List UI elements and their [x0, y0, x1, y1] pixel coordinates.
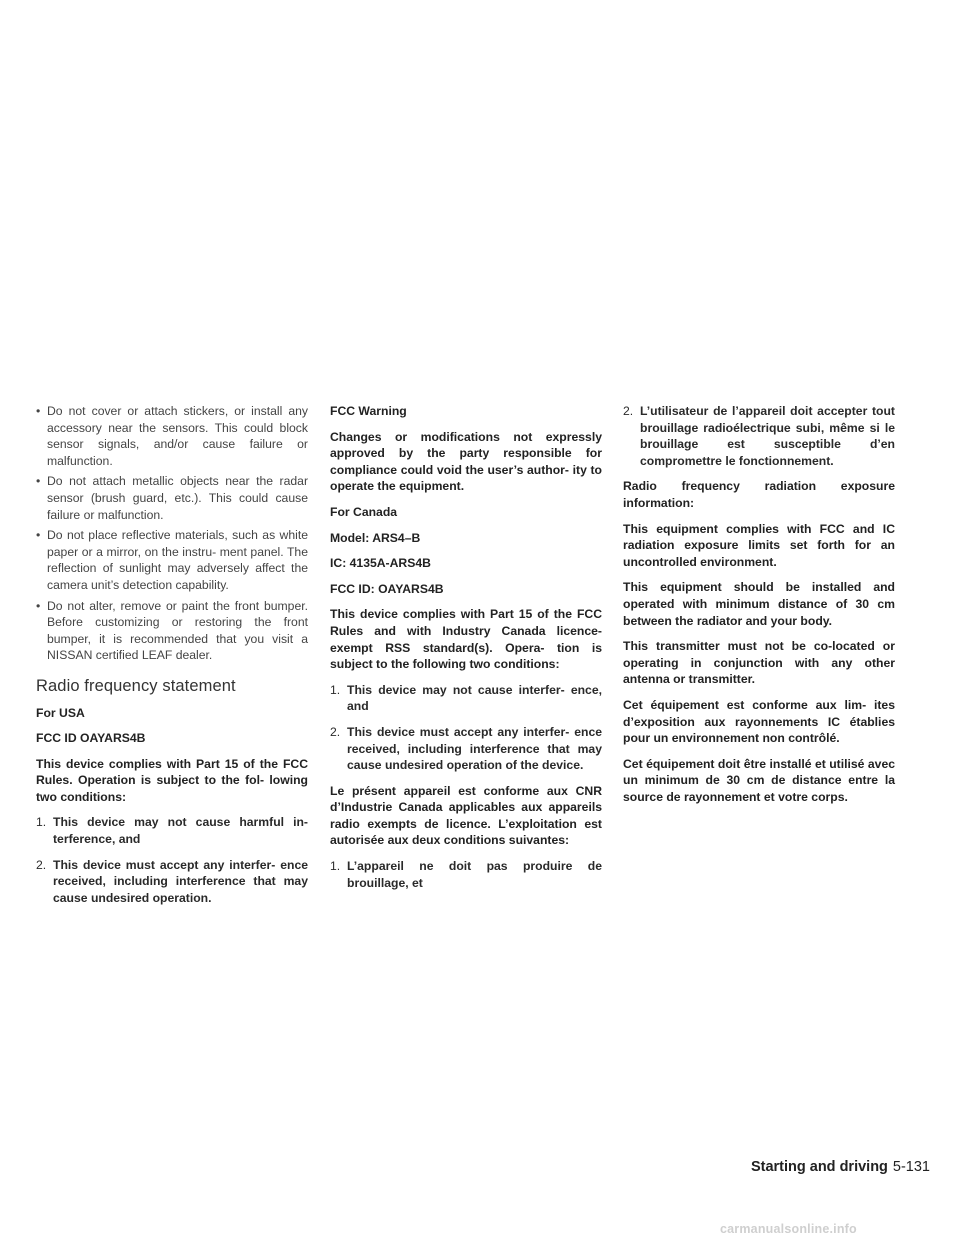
transmitter-colocation-text: This transmitter must not be co-located or operating in conjunction with any other antenna or transmitter. — [623, 639, 895, 687]
bullet-reflective-materials: • Do not place reflective materials, such as white paper or a mirror, on the instru- ment panel. The reflection of sunlight may adversely affect the camera unit’s detection capability. — [36, 527, 308, 593]
french-condition-2 — [623, 403, 895, 469]
column-right — [623, 403, 895, 814]
column-middle — [330, 403, 602, 900]
condition-number: 2. — [330, 724, 341, 739]
changes-warning-text: Changes or modifications not expressly approved by the party responsible for compliance could void the user’s author- ity to operate the equipment. — [330, 429, 602, 494]
condition-text: This device must accept any interfer- ence received, including interference that may cause undesired operation. — [53, 857, 308, 905]
french-installation-text: Cet équipement doit être installé et utilisé avec un minimum de 30 cm de distance entre la source de rayonnement et votre corps. — [623, 756, 895, 804]
for-canada-label: For Canada — [330, 504, 398, 519]
usa-compliance-text: This device complies with Part 15 of the FCC Rules. Operation is subject to the fol- lowing two conditions: — [36, 756, 308, 804]
condition-number: 1. — [330, 682, 341, 697]
rf-exposure-label: Radio frequency radiation exposure information: — [623, 479, 895, 510]
fcc-id-usa: FCC ID OAYARS4B — [36, 731, 146, 746]
section-heading: Radio frequency statement — [36, 676, 236, 695]
equipment-complies-text: This equipment complies with FCC and IC radiation exposure limits set forth for an uncontrolled environment. — [623, 521, 895, 569]
french-condition-1 — [330, 858, 602, 891]
condition-text: This device may not cause interfer- ence, and — [347, 682, 602, 714]
condition-number: 1. — [330, 859, 341, 874]
page-number: 5-131 — [892, 1159, 930, 1175]
bullet-front-bumper: • Do not alter, remove or paint the front bumper. Before customizing or restoring the front bumper, it is recommended that you visit a NISSAN certified LEAF dealer. — [36, 598, 308, 664]
canada-compliance-text: This device complies with Part 15 of the FCC Rules and with Industry Canada licence-exempt RSS standard(s). Opera- tion is subject to the following two conditions: — [330, 607, 602, 672]
french-intro-text: Le présent appareil est conforme aux CNR d’Industrie Canada applicables aux appareils radio exempts de licence. L’exploitation est autorisée aux deux conditions suivantes: — [330, 783, 602, 848]
condition-text: This device may not cause harmful in- terference, and — [53, 815, 308, 847]
condition-text: L’appareil ne doit pas produire de brouillage, et — [347, 859, 602, 890]
french-limits-text: Cet équipement est conforme aux lim- ites d’exposition aux rayonnements IC établies pour un environnement non contrôlé. — [623, 697, 895, 746]
model-label: Model: ARS4–B — [330, 530, 421, 545]
condition-number: 2. — [36, 857, 47, 872]
condition-number: 2. — [623, 404, 634, 418]
page-footer — [660, 1159, 930, 1175]
usa-condition-1 — [36, 814, 308, 847]
watermark: carmanualsonline.info — [720, 1222, 857, 1236]
bullet-sensor-stickers: • Do not cover or attach stickers, or install any accessory near the sensors. This could block sensor signals, and/or cause failure or malfunction. — [36, 403, 308, 469]
installation-distance-text: This equipment should be installed and operated with minimum distance of 30 cm between the radiator and your body. — [623, 580, 895, 628]
for-usa-label: For USA — [36, 705, 85, 720]
footer-section-title: Starting and driving — [750, 1159, 888, 1175]
fcc-id-canada: FCC ID: OAYARS4B — [330, 581, 444, 596]
condition-number: 1. — [36, 815, 47, 830]
canada-condition-1 — [330, 682, 602, 715]
usa-condition-2 — [36, 857, 308, 907]
fcc-warning-label: FCC Warning — [330, 404, 407, 418]
ic-label: IC: 4135A-ARS4B — [330, 556, 431, 571]
bullet-metallic-objects: • Do not attach metallic objects near the radar sensor (brush guard, etc.). This could cause failure or malfunction. — [36, 473, 308, 523]
column-left — [36, 403, 308, 915]
condition-text: This device must accept any interfer- ence received, including interference that may cause undesired operation of the device. — [347, 724, 602, 773]
canada-condition-2 — [330, 724, 602, 774]
condition-text: L’utilisateur de l’appareil doit accepter tout brouillage radioélectrique subi, même si le brouillage est susceptible d’en compromettre le fonctionnement. — [640, 404, 895, 468]
